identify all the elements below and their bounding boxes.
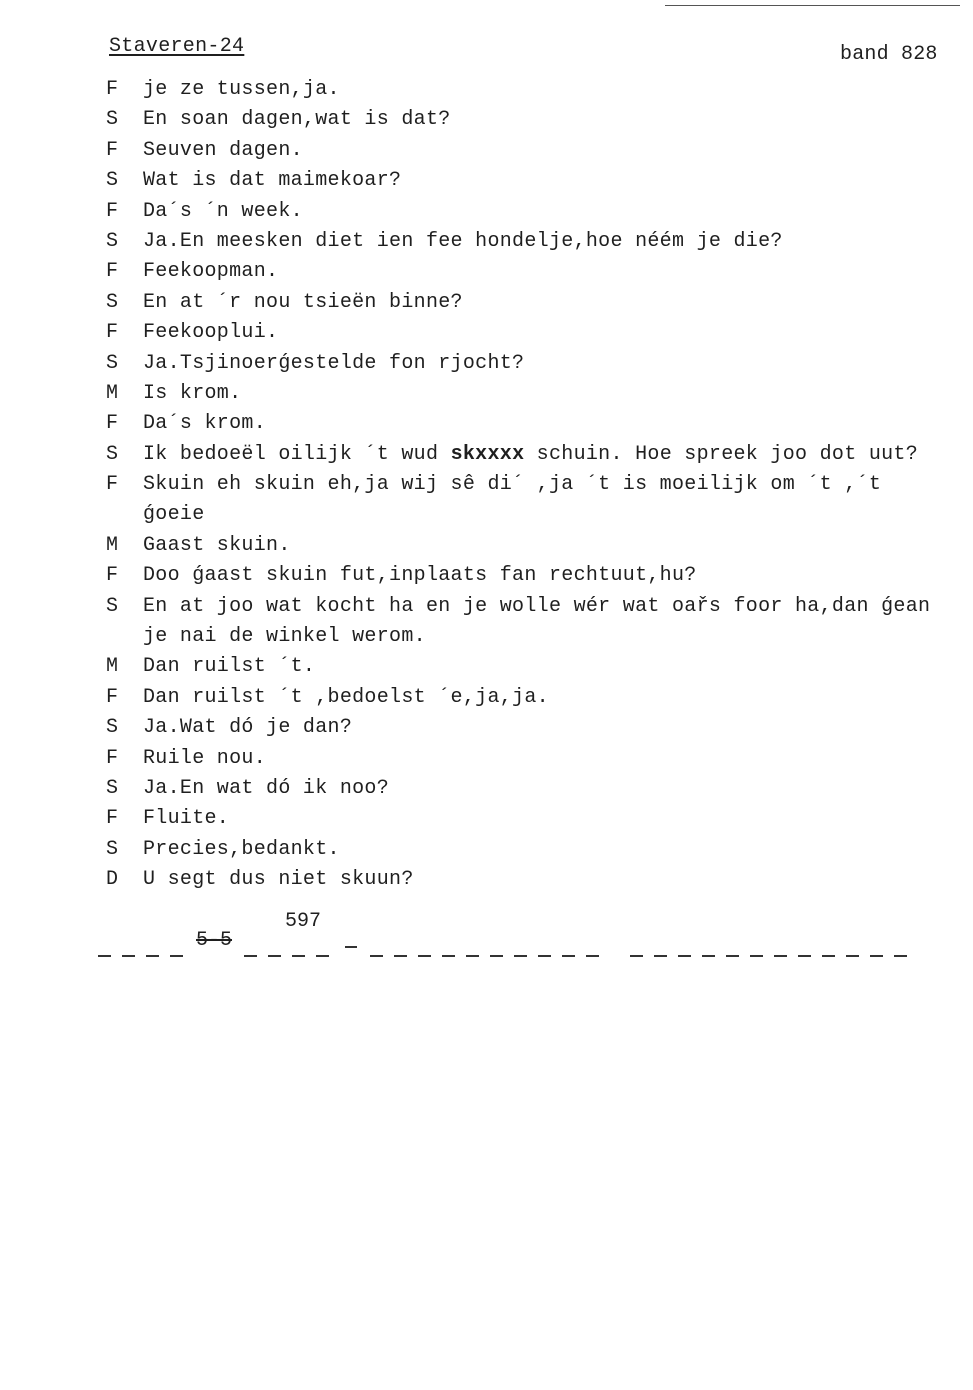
utterance-text <box>143 440 918 470</box>
utterance-text: Ruile nou. <box>143 746 267 770</box>
speaker-label: M <box>106 655 119 679</box>
speaker-label: D <box>106 868 119 892</box>
transcript-line <box>0 197 973 227</box>
dashed-rule <box>370 955 606 957</box>
struck-number: 5-5 <box>196 929 233 952</box>
speaker-label: F <box>106 199 119 223</box>
speaker-label: F <box>106 685 119 709</box>
speaker-label: F <box>106 746 119 770</box>
utterance-text: Seuven dagen. <box>143 138 303 162</box>
utterance-text: Feekooplui. <box>143 321 279 345</box>
dashed-rule <box>345 946 357 948</box>
transcript-line <box>0 804 973 834</box>
utterance-text: je nai de winkel werom. <box>143 625 426 649</box>
transcript-line <box>0 683 973 713</box>
transcript-line <box>0 652 973 682</box>
top-rule <box>665 5 960 6</box>
speaker-label: M <box>106 381 119 405</box>
transcript-line <box>0 349 973 379</box>
dashed-rule <box>98 955 190 957</box>
speaker-label: F <box>106 412 119 436</box>
transcript-line <box>0 440 973 470</box>
transcript-line <box>0 288 973 318</box>
transcript-line <box>0 257 973 287</box>
speaker-label: M <box>106 533 119 557</box>
transcript-line <box>0 105 973 135</box>
transcript <box>0 75 973 896</box>
speaker-label: S <box>106 594 119 618</box>
transcript-line <box>0 227 973 257</box>
utterance-text: Ja.Wat dó je dan? <box>143 716 353 740</box>
band-number: band 828 <box>840 43 938 66</box>
transcript-line <box>0 835 973 865</box>
transcript-line <box>0 136 973 166</box>
speaker-label: S <box>106 169 119 193</box>
transcript-line-continuation <box>0 500 973 530</box>
transcript-line <box>0 409 973 439</box>
speaker-label: F <box>106 564 119 588</box>
utterance-text: Dan ruilst ´t. <box>143 655 316 679</box>
page-number: 597 <box>285 910 322 933</box>
utterance-text: Gaast skuin. <box>143 533 291 557</box>
utterance-text: Dan ruilst ´t ,bedoelst ´e,ja,ja. <box>143 685 549 709</box>
transcript-line-continuation <box>0 622 973 652</box>
transcript-line <box>0 75 973 105</box>
dashed-rule <box>244 955 336 957</box>
speaker-label: S <box>106 290 119 314</box>
utterance-text: En at joo wat kocht ha en je wolle wér wat oařs foor ha,dan ǵean <box>143 594 931 618</box>
transcript-line <box>0 713 973 743</box>
transcript-line <box>0 865 973 895</box>
document-title: Staveren-24 <box>109 35 245 58</box>
transcript-line <box>0 470 973 500</box>
utterance-text: En at ´r nou tsieën binne? <box>143 290 463 314</box>
speaker-label: S <box>106 837 119 861</box>
utterance-text: Is krom. <box>143 381 242 405</box>
utterance-text: Fluite. <box>143 807 230 831</box>
speaker-label: S <box>106 442 119 466</box>
utterance-part: schuin. Hoe spreek joo dot uut? <box>524 442 919 466</box>
speaker-label: F <box>106 321 119 345</box>
speaker-label: S <box>106 716 119 740</box>
speaker-label: S <box>106 229 119 253</box>
utterance-text: Doo ǵaast skuin fut,inplaats fan rechtuut,hu? <box>143 564 697 588</box>
utterance-text: Ja.Tsjinoerǵestelde fon rjocht? <box>143 351 525 375</box>
utterance-text: je ze tussen,ja. <box>143 78 340 101</box>
transcript-line <box>0 531 973 561</box>
transcript-line <box>0 561 973 591</box>
speaker-label: S <box>106 108 119 132</box>
transcript-line <box>0 318 973 348</box>
utterance-text: Wat is dat maimekoar? <box>143 169 402 193</box>
utterance-text: Ja.En wat dó ik noo? <box>143 776 390 800</box>
transcript-line <box>0 592 973 622</box>
speaker-label: F <box>106 807 119 831</box>
transcript-line <box>0 744 973 774</box>
utterance-text: En soan dagen,wat is dat? <box>143 108 451 132</box>
speaker-label: S <box>106 776 119 800</box>
utterance-text: ǵoeie <box>143 503 205 527</box>
utterance-text: Da´s krom. <box>143 412 267 436</box>
transcript-line <box>0 774 973 804</box>
speaker-label: F <box>106 473 119 497</box>
utterance-text: Precies,bedankt. <box>143 837 340 861</box>
overtyped-word: skxxxx <box>450 442 525 466</box>
dashed-rule <box>630 955 916 957</box>
utterance-text: Skuin eh skuin eh,ja wij sê di´ ,ja ´t is moeilijk om ´t ,´t <box>143 473 882 497</box>
utterance-text: Feekoopman. <box>143 260 279 284</box>
transcript-line <box>0 379 973 409</box>
speaker-label: F <box>106 260 119 284</box>
utterance-text: U segt dus niet skuun? <box>143 868 414 892</box>
utterance-text: Ja.En meesken diet ien fee hondelje,hoe néém je die? <box>143 229 783 253</box>
utterance-text: Da´s ´n week. <box>143 199 303 223</box>
speaker-label: F <box>106 138 119 162</box>
speaker-label: F <box>106 78 119 101</box>
utterance-part: Ik bedoeël oilijk ´t wud <box>143 442 451 466</box>
speaker-label: S <box>106 351 119 375</box>
transcript-line <box>0 166 973 196</box>
